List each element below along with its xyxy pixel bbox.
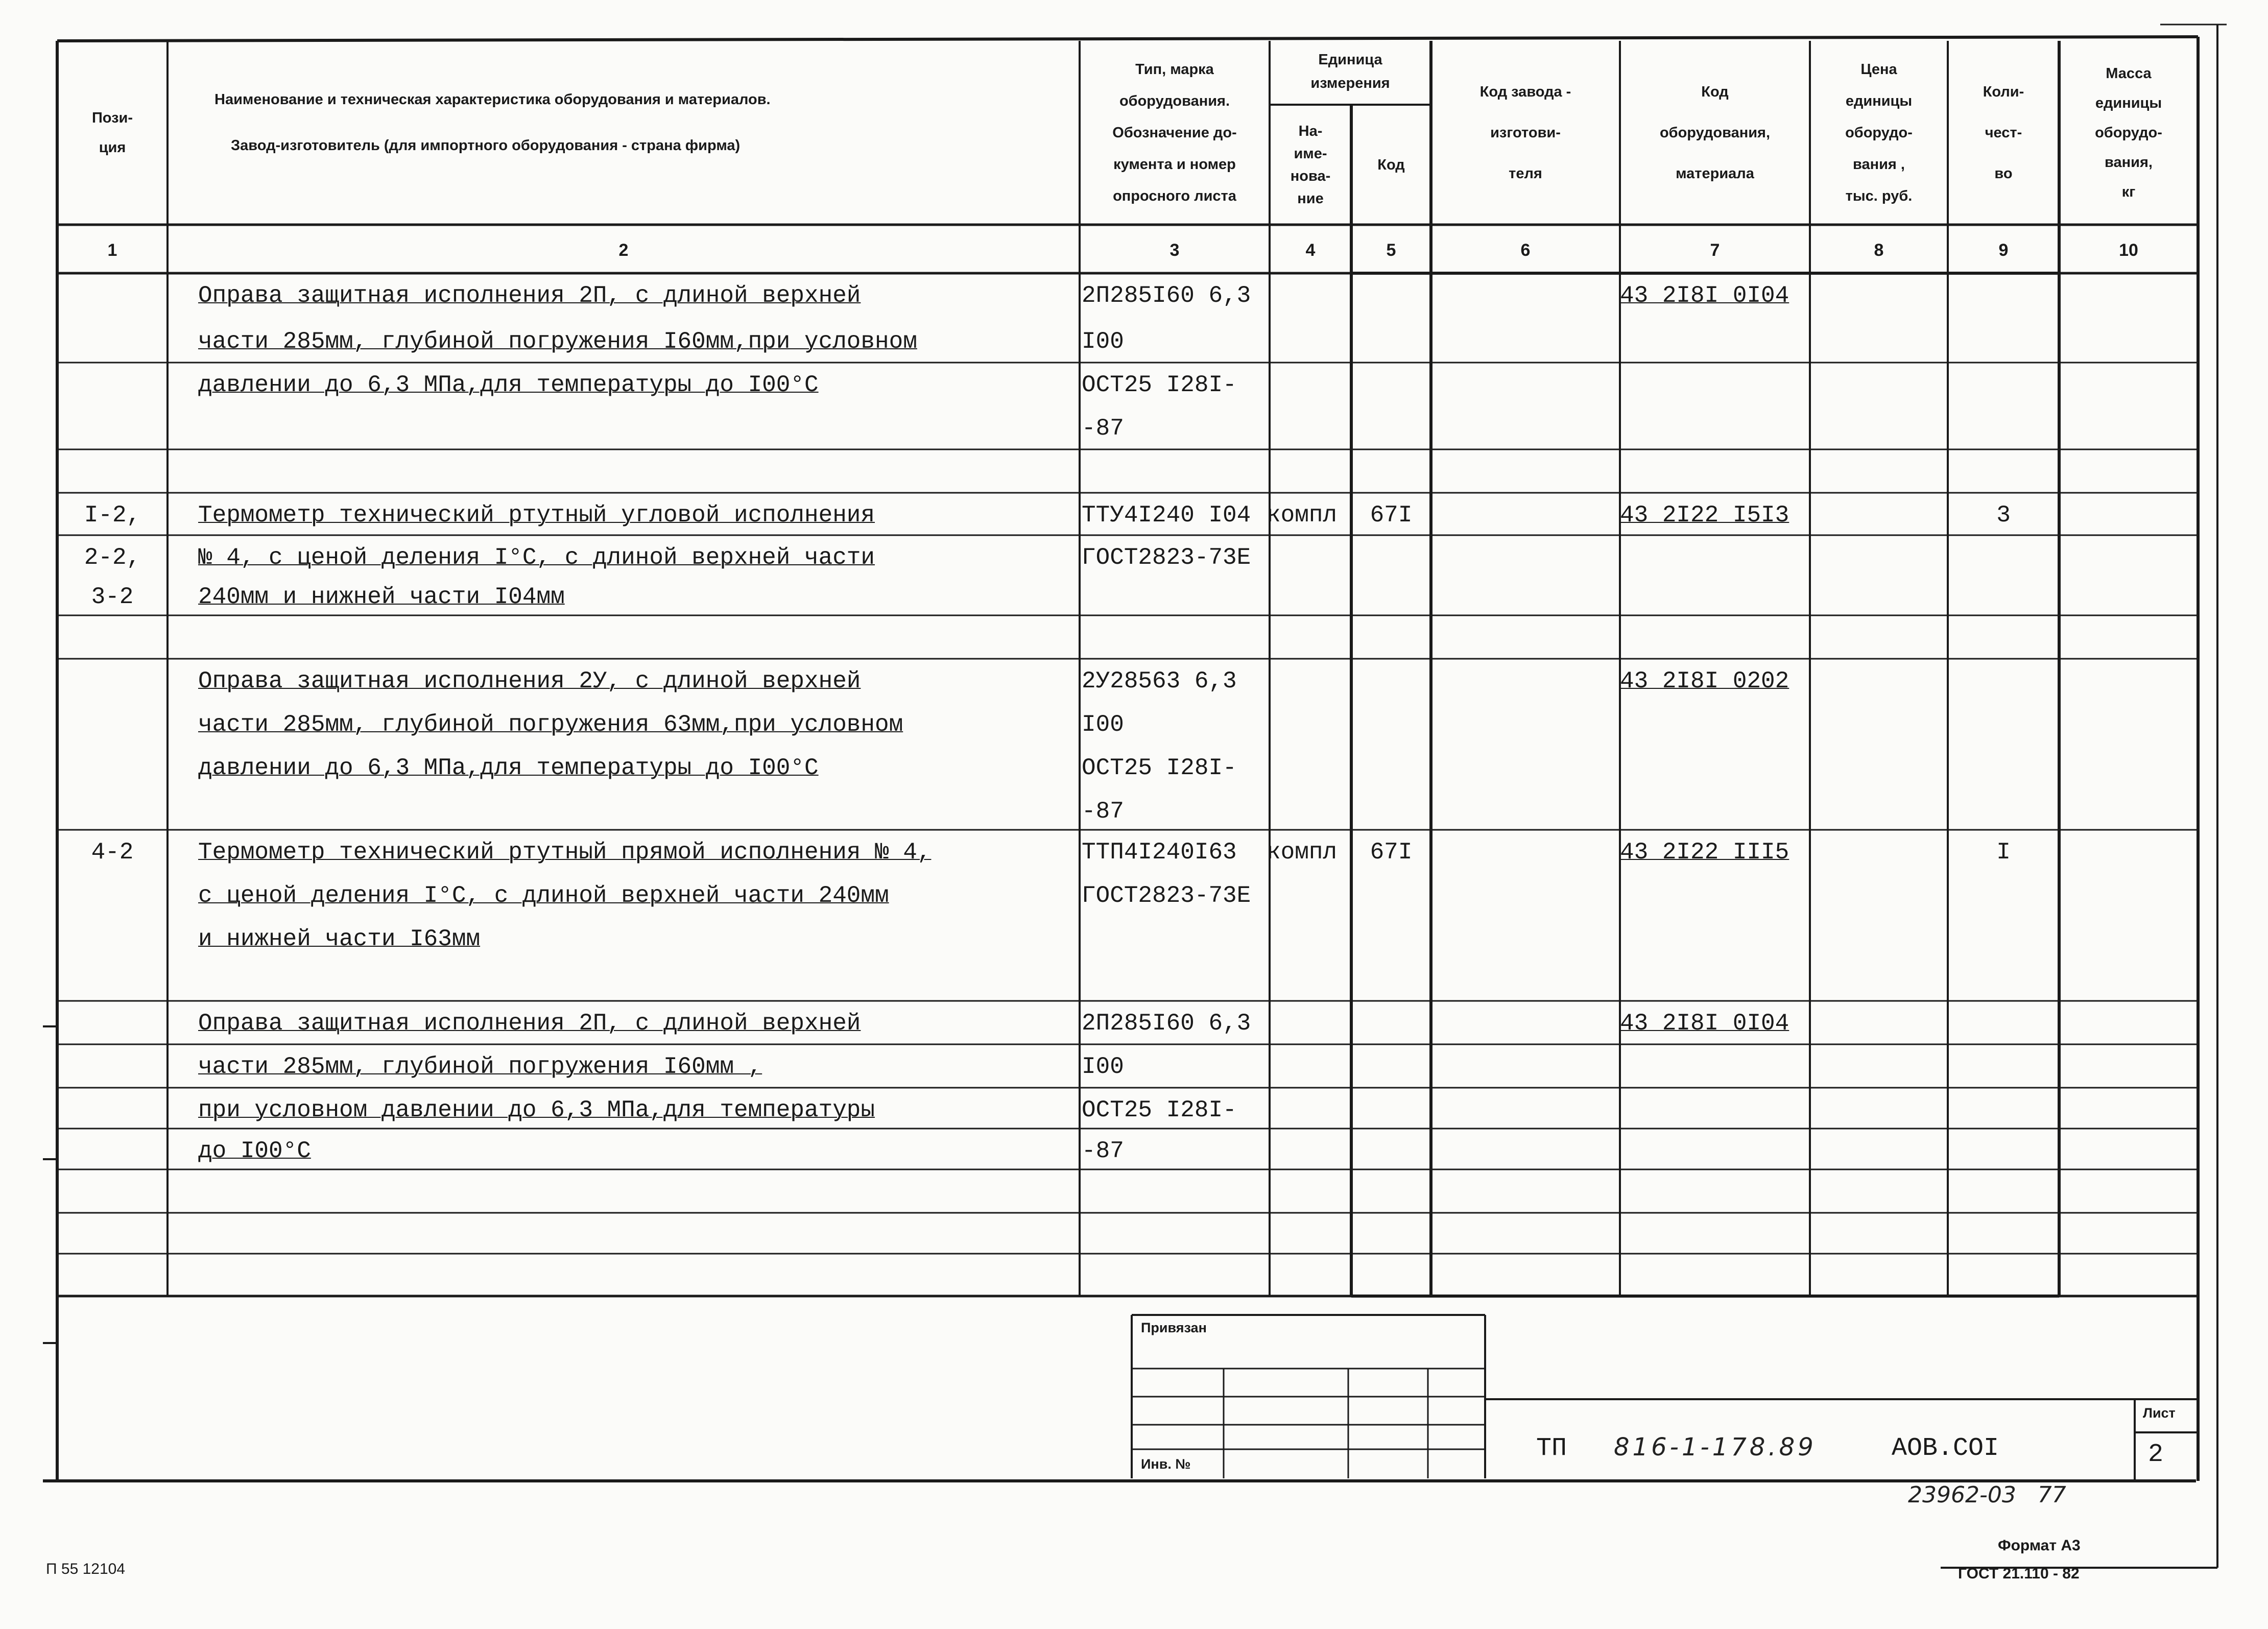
header-name-line1: Наименование и техническая характеристика оборудования и материалов.: [214, 91, 771, 108]
row-unit-cell: [1267, 1129, 1353, 1173]
row-unit-cell: [1267, 1001, 1353, 1046]
row-qty-cell: [1948, 917, 2059, 962]
row-qty-cell: [1948, 959, 2059, 1004]
row-name-cell: Оправа защитная исполнения 2П, с длиной верхней: [198, 1010, 861, 1037]
column-number: 2: [618, 240, 629, 260]
row-unit-cell: [1267, 273, 1353, 318]
row-type-cell: [1082, 1169, 1272, 1214]
row-type-cell: I00: [1082, 328, 1124, 355]
row-unit-code-cell: [1351, 273, 1431, 318]
row-type-cell: -87: [1082, 798, 1124, 825]
row-code-cell: [1620, 1169, 1810, 1214]
column-number: 5: [1386, 240, 1396, 260]
row-name-cell: давлении до 6,3 МПа,для температуры до I00°С: [198, 755, 819, 781]
row-qty-cell: [1948, 449, 2059, 494]
row-qty-cell: 3: [1996, 502, 2011, 529]
row-name-cell: [198, 789, 1077, 834]
row-pos-cell: [57, 273, 168, 318]
row-unit-cell: [1267, 1088, 1353, 1133]
header-unit-name: На- име- нова- ние: [1290, 123, 1331, 207]
row-type-cell: ТТУ4I240 I04: [1082, 502, 1251, 529]
row-code-cell: [1620, 406, 1810, 451]
row-name-cell: № 4, с ценой деления I°С, с длиной верхней части: [198, 544, 875, 571]
header-manufacturer-code: Код завода - изготови- теля: [1479, 84, 1571, 182]
row-qty-cell: [1948, 873, 2059, 918]
row-name-cell: и нижней части I63мм: [198, 926, 481, 952]
row-type-cell: ОСТ25 I28I-: [1082, 1097, 1237, 1123]
row-unit-cell: [1267, 1169, 1353, 1214]
stamp-sheet-number: 2: [2148, 1440, 2164, 1469]
row-name-cell: Оправа защитная исполнения 2У, с длиной верхней: [198, 668, 861, 694]
row-pos-cell: 4-2: [91, 839, 134, 866]
row-type-cell: [1082, 615, 1272, 660]
row-pos-cell: [57, 406, 168, 451]
row-unit-code-cell: [1351, 1001, 1431, 1046]
column-number: 9: [1998, 240, 2009, 260]
row-unit-code-cell: [1351, 363, 1431, 408]
row-unit-cell: компл: [1267, 839, 1338, 866]
row-code-cell: [1620, 873, 1810, 918]
row-name-cell: части 285мм, глубиной погружения 63мм,при условном: [198, 711, 903, 738]
row-code-cell: 43 2I8I 0I04: [1620, 1010, 1789, 1037]
row-pos-cell: [57, 1001, 168, 1046]
row-code-cell: [1620, 746, 1810, 790]
row-unit-code-cell: [1351, 1088, 1431, 1133]
row-unit-code-cell: [1351, 449, 1431, 494]
row-qty-cell: [1948, 659, 2059, 704]
row-qty-cell: [1948, 789, 2059, 834]
row-name-cell: [198, 615, 1077, 660]
row-unit-code-cell: [1351, 1044, 1431, 1089]
row-type-cell: ГОСТ2823-73Е: [1082, 544, 1251, 571]
row-unit-code-cell: [1351, 615, 1431, 660]
row-code-cell: [1620, 363, 1810, 408]
row-unit-cell: компл: [1267, 502, 1338, 529]
left-form-code: П 55 12104: [46, 1561, 126, 1577]
row-type-cell: ОСТ25 I28I-: [1082, 372, 1237, 398]
row-pos-cell: [57, 1088, 168, 1133]
row-code-cell: [1620, 1088, 1810, 1133]
header-unit-price: Цена единицы оборудо- вания , тыс. руб.: [1845, 61, 1913, 204]
row-code-cell: [1620, 1044, 1810, 1089]
row-unit-code-cell: [1351, 406, 1431, 451]
header-unit-group: Единица измерения: [1310, 52, 1390, 91]
row-unit-cell: [1267, 449, 1353, 494]
row-pos-cell: [57, 659, 168, 704]
row-unit-code-cell: [1351, 1129, 1431, 1173]
row-name-cell: 240мм и нижней части I04мм: [198, 584, 565, 610]
row-qty-cell: [1948, 363, 2059, 408]
header-type: Тип, марка оборудования. Обозначение до- кумента и номер опросного листа: [1112, 61, 1237, 204]
column-number: 4: [1305, 240, 1316, 260]
row-type-cell: -87: [1082, 1138, 1124, 1164]
row-name-cell: [198, 959, 1077, 1004]
row-qty-cell: [1948, 535, 2059, 580]
row-name-cell: до I00°С: [198, 1138, 311, 1164]
row-pos-cell: [57, 615, 168, 660]
row-unit-cell: [1267, 917, 1353, 962]
row-unit-cell: [1267, 535, 1353, 580]
row-unit-cell: [1267, 702, 1353, 747]
row-code-cell: [1620, 917, 1810, 962]
table-top-border: [57, 37, 2198, 41]
stamp-sheet-label: Лист: [2143, 1405, 2176, 1421]
row-code-cell: [1620, 1129, 1810, 1173]
row-unit-cell: [1267, 659, 1353, 704]
row-unit-code-cell: [1351, 659, 1431, 704]
row-unit-code-cell: 67I: [1370, 839, 1413, 866]
row-code-cell: [1620, 449, 1810, 494]
header-position: Пози- ция: [91, 110, 133, 156]
column-number: 1: [107, 240, 117, 260]
header-unit-code: Код: [1377, 156, 1405, 173]
row-unit-cell: [1267, 1044, 1353, 1089]
row-qty-cell: [1948, 702, 2059, 747]
row-type-cell: ОСТ25 I28I-: [1082, 755, 1237, 781]
column-number: 7: [1710, 240, 1720, 260]
row-type-cell: I00: [1082, 711, 1124, 738]
column-number: 10: [2119, 240, 2138, 260]
stamp-doc-number-handwritten: 816-1-178.89: [1614, 1433, 1817, 1462]
row-type-cell: [1082, 574, 1272, 619]
header-unit-mass: Масса единицы оборудо- вания, кг: [2095, 65, 2162, 200]
row-unit-cell: [1267, 319, 1353, 364]
row-type-cell: [1082, 917, 1272, 962]
row-unit-cell: [1267, 789, 1353, 834]
row-type-cell: [1082, 449, 1272, 494]
row-unit-cell: [1267, 574, 1353, 619]
row-pos-cell: [57, 449, 168, 494]
row-code-cell: [1620, 535, 1810, 580]
row-qty-cell: [1948, 1169, 2059, 1214]
row-unit-cell: [1267, 746, 1353, 790]
row-pos-cell: [57, 363, 168, 408]
row-type-cell: 2П285I60 6,3: [1082, 1010, 1251, 1037]
row-unit-cell: [1267, 959, 1353, 1004]
row-unit-code-cell: [1351, 917, 1431, 962]
row-code-cell: [1620, 319, 1810, 364]
row-qty-cell: [1948, 574, 2059, 619]
row-unit-code-cell: [1351, 746, 1431, 790]
row-code-cell: 43 2I8I 0I04: [1620, 282, 1789, 309]
row-pos-cell: [57, 1169, 168, 1214]
row-type-cell: I00: [1082, 1053, 1124, 1080]
row-name-cell: части 285мм, глубиной погружения I60мм,при условном: [198, 328, 917, 355]
archive-number-handwritten: 23962-03 77: [1908, 1482, 2066, 1508]
row-unit-cell: [1267, 615, 1353, 660]
column-number: 6: [1520, 240, 1531, 260]
row-type-cell: ГОСТ2823-73Е: [1082, 882, 1251, 909]
row-unit-cell: [1267, 406, 1353, 451]
format-label: Формат А3: [1998, 1537, 2081, 1554]
row-code-cell: [1620, 615, 1810, 660]
row-qty-cell: [1948, 1088, 2059, 1133]
row-code-cell: [1620, 789, 1810, 834]
row-pos-cell: [57, 789, 168, 834]
row-unit-code-cell: [1351, 1169, 1431, 1214]
stamp-privyazan-label: Привязан: [1141, 1320, 1207, 1335]
row-type-cell: 2П285I60 6,3: [1082, 282, 1251, 309]
stamp-inventory-number-label: Инв. №: [1141, 1456, 1191, 1472]
header-quantity: Коли- чест- во: [1983, 84, 2024, 182]
row-code-cell: 43 2I22 III5: [1620, 839, 1789, 866]
row-qty-cell: [1948, 1001, 2059, 1046]
row-pos-cell: [57, 746, 168, 790]
row-code-cell: [1620, 574, 1810, 619]
row-name-cell: части 285мм, глубиной погружения I60мм ,: [198, 1053, 762, 1080]
row-unit-code-cell: [1351, 873, 1431, 918]
row-unit-cell: [1267, 363, 1353, 408]
row-qty-cell: [1948, 273, 2059, 318]
row-unit-code-cell: [1351, 959, 1431, 1004]
row-qty-cell: [1948, 746, 2059, 790]
row-code-cell: 43 2I8I 0202: [1620, 668, 1789, 694]
row-type-cell: ТТП4I240I63: [1082, 839, 1237, 866]
row-pos-cell: [57, 1129, 168, 1173]
row-unit-code-cell: [1351, 789, 1431, 834]
row-qty-cell: [1948, 1129, 2059, 1173]
row-unit-code-cell: 67I: [1370, 502, 1413, 529]
row-name-cell: Оправа защитная исполнения 2П, с длиной верхней: [198, 282, 861, 309]
row-name-cell: Термометр технический ртутный угловой исполнения: [198, 502, 875, 529]
row-unit-cell: [1267, 873, 1353, 918]
row-pos-cell: [57, 959, 168, 1004]
column-number: 3: [1169, 240, 1180, 260]
row-pos-cell: I-2,: [84, 502, 141, 529]
row-unit-code-cell: [1351, 574, 1431, 619]
row-name-cell: при условном давлении до 6,3 МПа,для температуры: [198, 1097, 875, 1123]
row-pos-cell: [57, 702, 168, 747]
row-qty-cell: [1948, 615, 2059, 660]
row-pos-cell: [57, 1044, 168, 1089]
row-name-cell: с ценой деления I°С, с длиной верхней части 240мм: [198, 882, 889, 909]
row-unit-code-cell: [1351, 535, 1431, 580]
stamp-doc-suffix: АОВ.СОI: [1892, 1434, 1999, 1463]
row-name-cell: [198, 406, 1077, 451]
row-unit-code-cell: [1351, 702, 1431, 747]
header-equipment-code: Код оборудования, материала: [1659, 84, 1771, 182]
row-code-cell: 43 2I22 I5I3: [1620, 502, 1789, 529]
stamp-doc-prefix: ТП: [1536, 1434, 1567, 1463]
row-pos-cell: [57, 917, 168, 962]
header-name-line2: Завод-изготовитель (для импортного оборудования - страна фирма): [231, 137, 741, 154]
row-qty-cell: [1948, 406, 2059, 451]
row-name-cell: Термометр технический ртутный прямой исполнения № 4,: [198, 839, 932, 866]
row-unit-code-cell: [1351, 319, 1431, 364]
row-name-cell: давлении до 6,3 МПа,для температуры до I00°С: [198, 372, 819, 398]
row-pos-cell: 2-2,: [84, 544, 141, 571]
gost-label: ГОСТ 21.110 - 82: [1958, 1565, 2080, 1582]
row-pos-cell: [57, 319, 168, 364]
row-qty-cell: [1948, 319, 2059, 364]
row-name-cell: [198, 1169, 1077, 1214]
row-pos-cell: [57, 873, 168, 918]
row-pos-cell: 3-2: [91, 584, 134, 610]
row-name-cell: [198, 449, 1077, 494]
row-type-cell: [1082, 959, 1272, 1004]
row-type-cell: -87: [1082, 415, 1124, 442]
row-type-cell: 2У28563 6,3: [1082, 668, 1237, 694]
row-qty-cell: I: [1996, 839, 2011, 866]
column-number: 8: [1874, 240, 1884, 260]
row-code-cell: [1620, 959, 1810, 1004]
row-code-cell: [1620, 702, 1810, 747]
row-qty-cell: [1948, 1044, 2059, 1089]
